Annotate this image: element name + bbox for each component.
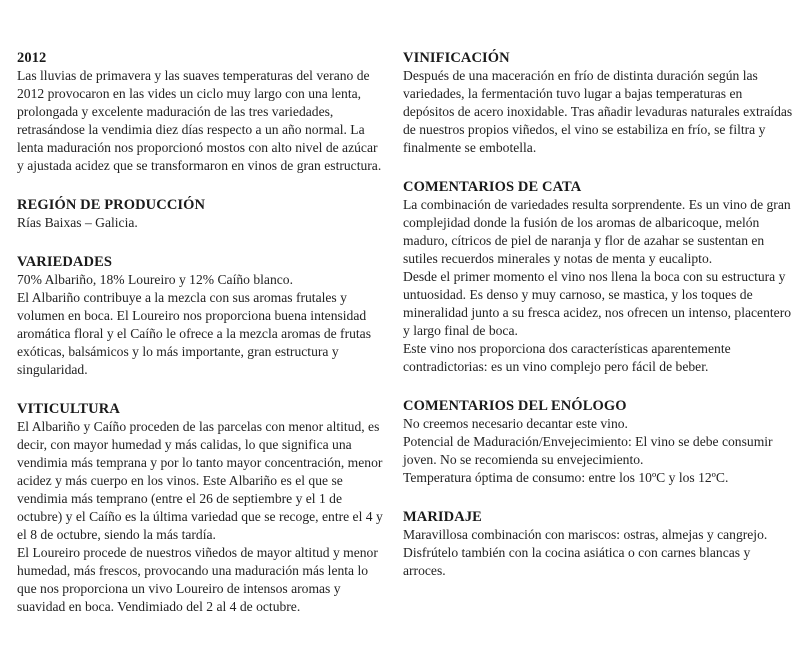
section-paragraph: 70% Albariño, 18% Loureiro y 12% Caíño blanco. [17,272,293,287]
section-heading: COMENTARIOS DE CATA [403,179,582,195]
section-paragraph: No creemos necesario decantar este vino. [403,416,628,431]
section-paragraph: Este vino nos proporciona dos características aparentemente contradictorias: es un vino complejo pero fácil de beber. [403,341,731,374]
section-paragraph: Después de una maceración en frío de distinta duración según las variedades, la fermentación tuvo lugar a bajas temperaturas en depósitos de acero inoxidable. Tras añadir levaduras naturales extraídas de nuestros propios viñedos, el vino se estabiliza en frío, se filtra y finalmente se embotella. [403,68,793,155]
right-column [403,49,795,601]
section-paragraph: Potencial de Maduración/Envejecimiento: El vino se debe consumir joven. No se recomienda su envejecimiento. [403,434,773,467]
left-column [17,49,387,637]
section-heading: VARIEDADES [17,254,113,270]
section-paragraph: Temperatura óptima de consumo: entre los 10ºC y los 12ºC. [403,470,729,485]
section-tasting-notes [403,178,795,376]
section-vinification [403,49,795,157]
section-heading: MARIDAJE [403,509,482,525]
section-pairing [403,508,795,580]
section-varieties [17,253,387,379]
section-winemaker-notes [403,397,795,487]
section-paragraph: El Albariño y Caíño proceden de las parcelas con menor altitud, es decir, con mayor humedad y más calidas, lo que significa una vendimia más temprana y por lo tanto mayor concentración, menor acidez y más cuerpo en los vinos. Este Albariño es el que se vendimia más temprano (entre el 26 de septiembre y el 1 de octubre) y el Caíño es la última variedad que se recoge, entre el 4 y el 8 de octubre, siendo la más tardía. [17,419,383,542]
section-heading: COMENTARIOS DEL ENÓLOGO [403,398,627,414]
section-heading: VITICULTURA [17,401,120,417]
section-paragraph: Desde el primer momento el vino nos llena la boca con su estructura y untuosidad. Es denso y muy carnoso, se mastica, y los toques de mineralidad junto a su fresca acidez, nos ofrecen un intenso, placentero y largo final de boca. [403,269,792,338]
section-viticulture [17,400,387,616]
section-heading: REGIÓN DE PRODUCCIÓN [17,197,206,213]
section-paragraph: El Albariño contribuye a la mezcla con sus aromas frutales y volumen en boca. El Loureiro nos proporciona buena intensidad aromática floral y el Caíño le ofrece a la mezcla aromas de frutas exóticas, balsámicos y lo más importante, gran estructura y singularidad. [17,290,372,377]
section-vintage-2012 [17,49,387,175]
section-heading: VINIFICACIÓN [403,50,510,66]
section-paragraph: Rías Baixas – Galicia. [17,215,138,230]
section-paragraph: La combinación de variedades resulta sorprendente. Es un vino de gran complejidad donde la fusión de los aromas de albaricoque, melón maduro, cítricos de piel de naranja y flor de azahar se sustentan en sutiles recuerdos minerales y notas de menta y eucalipto. [403,197,791,266]
section-heading: 2012 [17,50,47,66]
section-paragraph: Las lluvias de primavera y las suaves temperaturas del verano de 2012 provocaron en las vides un ciclo muy largo con una lenta, prolongada y excelente maduración de las tres variedades, retrasándose la vendimia diez días respecto a un año normal. La lenta maduración nos proporcionó mostos con alto nivel de azúcar y ajustada acidez que se transformaron en vinos de gran estructura. [17,68,382,173]
section-region [17,196,387,232]
section-paragraph: El Loureiro procede de nuestros viñedos de mayor altitud y menor humedad, más frescos, provocando una maduración más lenta lo que nos proporciona un vivo Loureiro de intensos aromas y suavidad en boca. Vendimiado del 2 al 4 de octubre. [17,545,378,614]
section-paragraph: Maravillosa combinación con mariscos: ostras, almejas y cangrejo. Disfrútelo también con la cocina asiática o con carnes blancas y arroces. [403,527,768,578]
